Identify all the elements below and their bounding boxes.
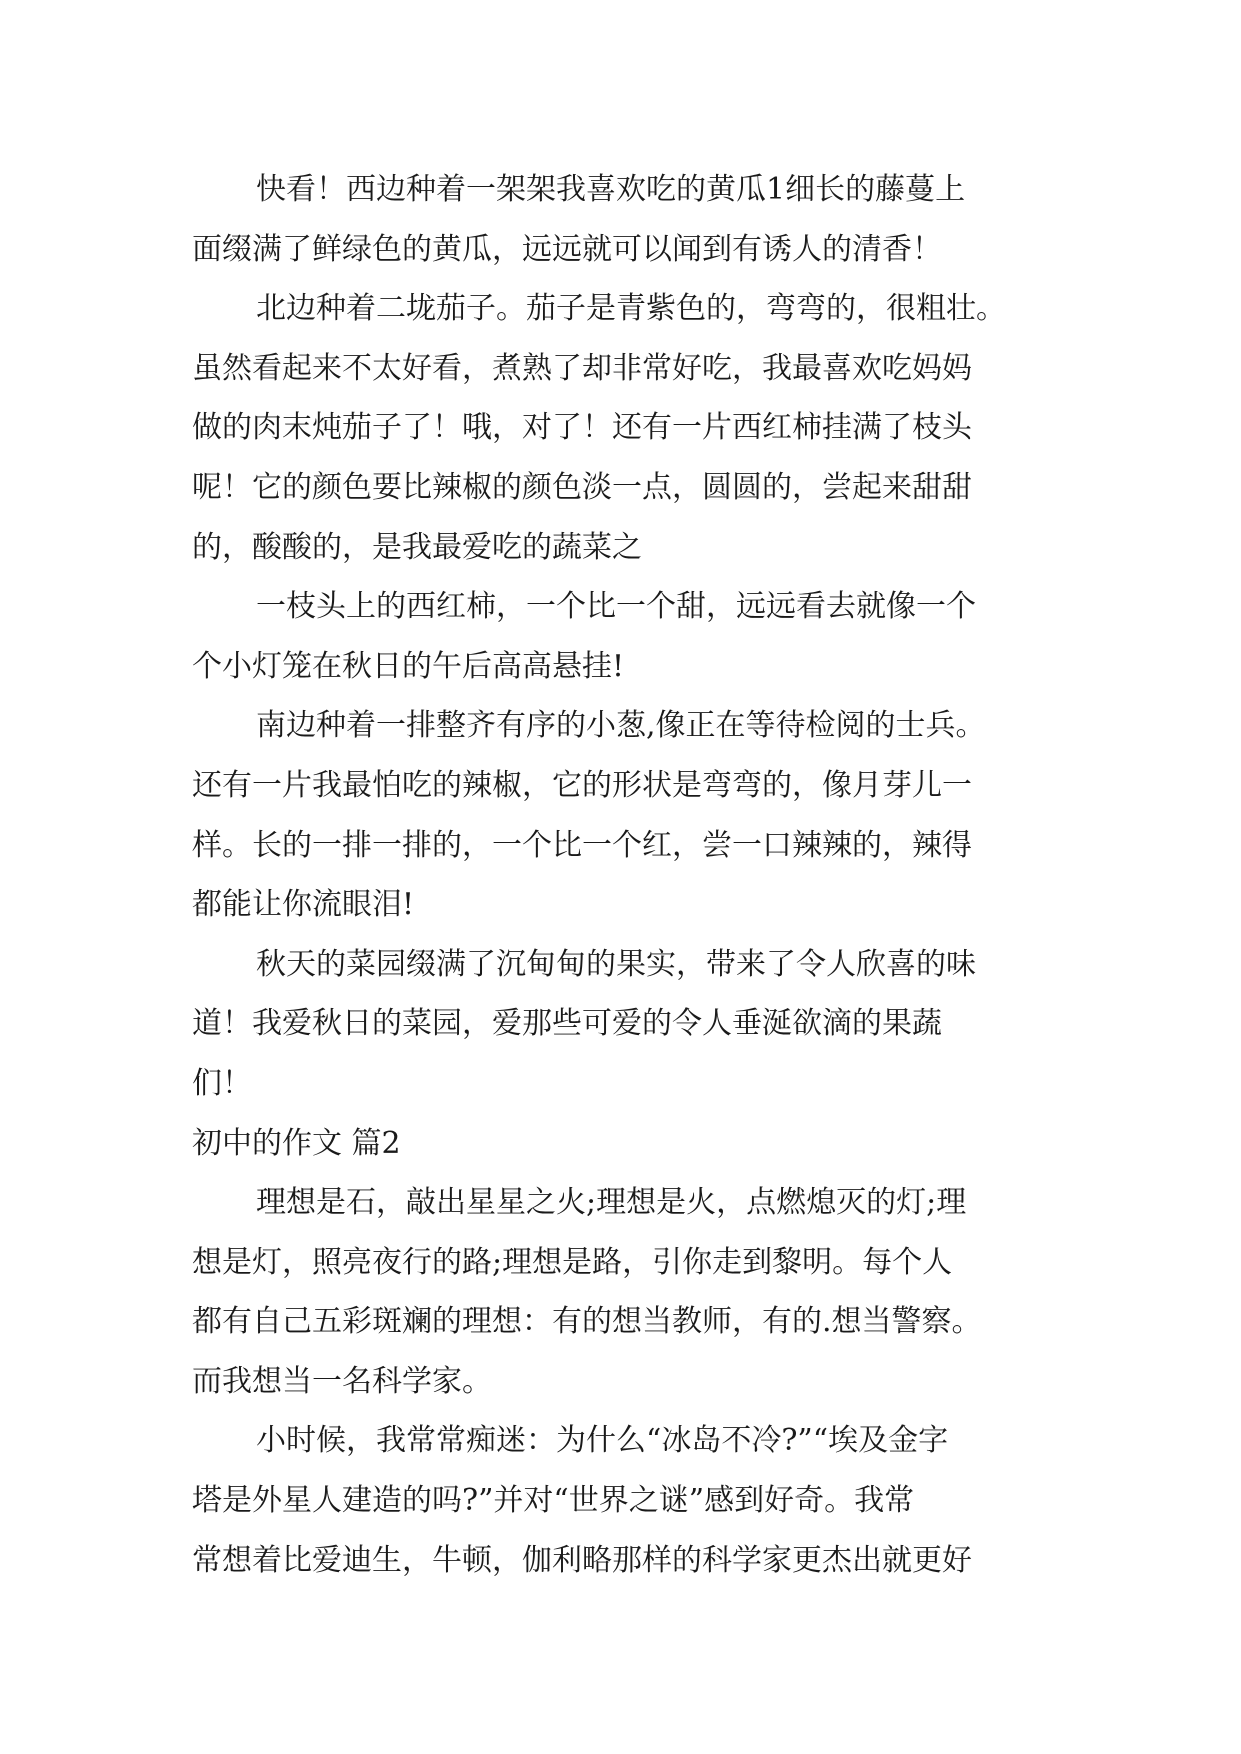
text-line: 做的肉末炖茄子了！哦，对了！还有一片西红柿挂满了枝头 <box>192 410 972 446</box>
text-line: 还有一片我最怕吃的辣椒，它的形状是弯弯的，像月芽儿一 <box>192 767 972 803</box>
text-line: 样。长的一排一排的，一个比一个红，尝一口辣辣的，辣得 <box>192 827 972 863</box>
text-line: 塔是外星人建造的吗?”并对“世界之谜”感到好奇。我常 <box>192 1483 915 1519</box>
text-line: 小时候，我常常痴迷：为什么“冰岛不冷?”“埃及金字 <box>256 1423 949 1459</box>
section-heading: 初中的作文 篇2 <box>192 1125 401 1161</box>
text-line: 而我想当一名科学家。 <box>192 1363 492 1399</box>
text-line: 南边种着一排整齐有序的小葱,像正在等待检阅的士兵。 <box>256 708 986 744</box>
text-line: 理想是石，敲出星星之火;理想是火，点燃熄灭的灯;理 <box>256 1185 967 1221</box>
text-line: 的，酸酸的，是我最爱吃的蔬菜之 <box>192 529 642 565</box>
text-line: 个小灯笼在秋日的午后高高悬挂! <box>192 648 625 684</box>
text-line: 虽然看起来不太好看，煮熟了却非常好吃，我最喜欢吃妈妈 <box>192 350 972 386</box>
text-line: 呢！它的颜色要比辣椒的颜色淡一点，圆圆的，尝起来甜甜 <box>192 469 972 505</box>
text-line: 面缀满了鲜绿色的黄瓜，远远就可以闻到有诱人的清香！ <box>192 231 942 267</box>
text-line: 秋天的菜园缀满了沉甸甸的果实，带来了令人欣喜的味 <box>256 946 976 982</box>
document-body <box>192 160 1072 1590</box>
text-line: 想是灯，照亮夜行的路;理想是路，引你走到黎明。每个人 <box>192 1244 953 1280</box>
text-line: 都有自己五彩斑斓的理想：有的想当教师，有的.想当警察。 <box>192 1304 982 1340</box>
text-line: 快看！西边种着一架架我喜欢吃的黄瓜1细长的藤蔓上 <box>256 172 966 207</box>
text-line: 北边种着二垅茄子。茄子是青紫色的，弯弯的，很粗壮。 <box>256 291 1006 327</box>
text-line: 一枝头上的西红柿，一个比一个甜，远远看去就像一个 <box>256 589 976 625</box>
text-line: 道！我爱秋日的菜园，爱那些可爱的令人垂涎欲滴的果蔬 <box>192 1006 942 1042</box>
text-line: 常想着比爱迪生，牛顿，伽利略那样的科学家更杰出就更好 <box>192 1542 972 1578</box>
text-line: 们！ <box>192 1065 252 1101</box>
text-line: 都能让你流眼泪! <box>192 887 415 923</box>
